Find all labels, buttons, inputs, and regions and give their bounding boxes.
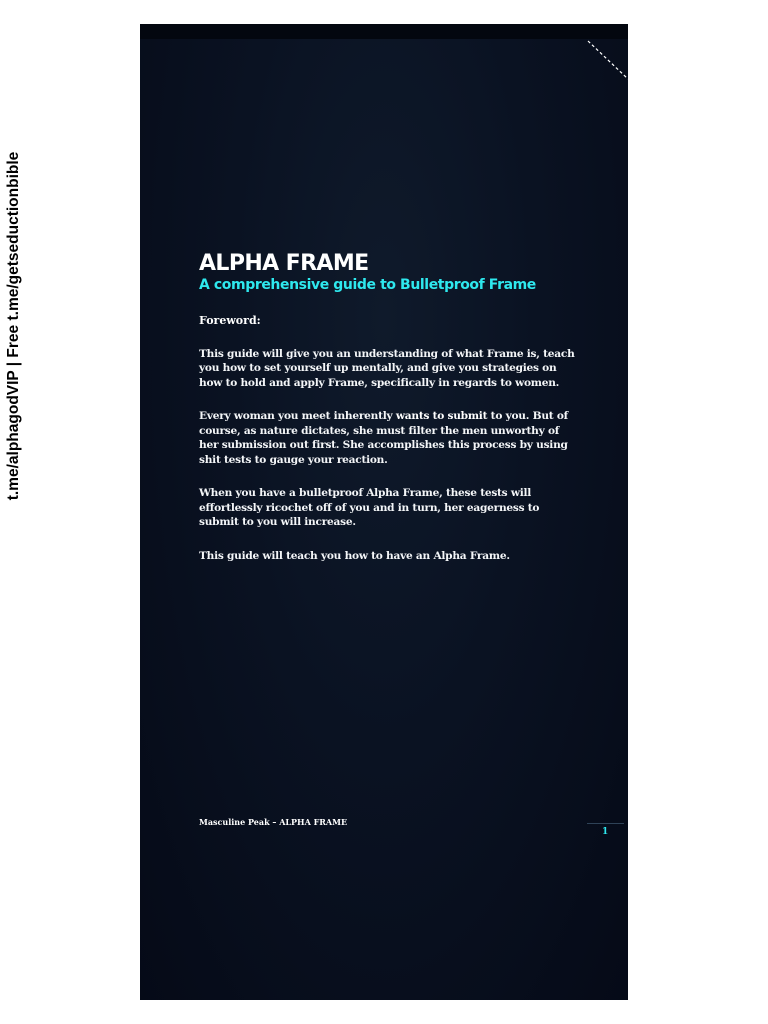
paragraph-submit-start: Every woman you meet inherently	[199, 410, 396, 423]
paragraph-frame: When you have a bulletproof Alpha Frame, these tests will effortlessly ricochet off of you and in turn, her eagerness to submit to you will increase.	[199, 487, 540, 529]
paragraph-submit-emphasis: wants to submit	[395, 410, 488, 423]
watermark-text: t.me/alphagodVIP | Free t.me/getseductionbible	[5, 151, 22, 501]
page-top-band	[140, 24, 628, 39]
document-subtitle: A comprehensive guide to Bulletproof Frame	[199, 277, 536, 294]
footer-document-name: Masculine Peak – ALPHA FRAME	[199, 817, 348, 827]
footer-rule	[587, 823, 624, 824]
paragraph-submit-end: to you. But of course, as nature dictates, she must filter the men unworthy of her submission out first. She accomplishes this process by using shit tests to gauge your reaction.	[199, 410, 568, 466]
paragraph-intro: This guide will give you an understanding of what Frame is, teach you how to set yourself up mentally, and give you strategies on how to hold and apply Frame, specifically in regards to women.	[199, 347, 575, 389]
document-page	[140, 24, 628, 1000]
paragraph-closing: This guide will teach you how to have an Alpha Frame.	[199, 549, 510, 562]
corner-dashed-line	[584, 39, 628, 83]
document-title: ALPHA FRAME	[199, 251, 369, 276]
page-number: 1	[602, 827, 609, 837]
page-content	[199, 252, 579, 563]
foreword-label: Foreword:	[199, 313, 261, 327]
paragraph-submit	[199, 409, 579, 467]
